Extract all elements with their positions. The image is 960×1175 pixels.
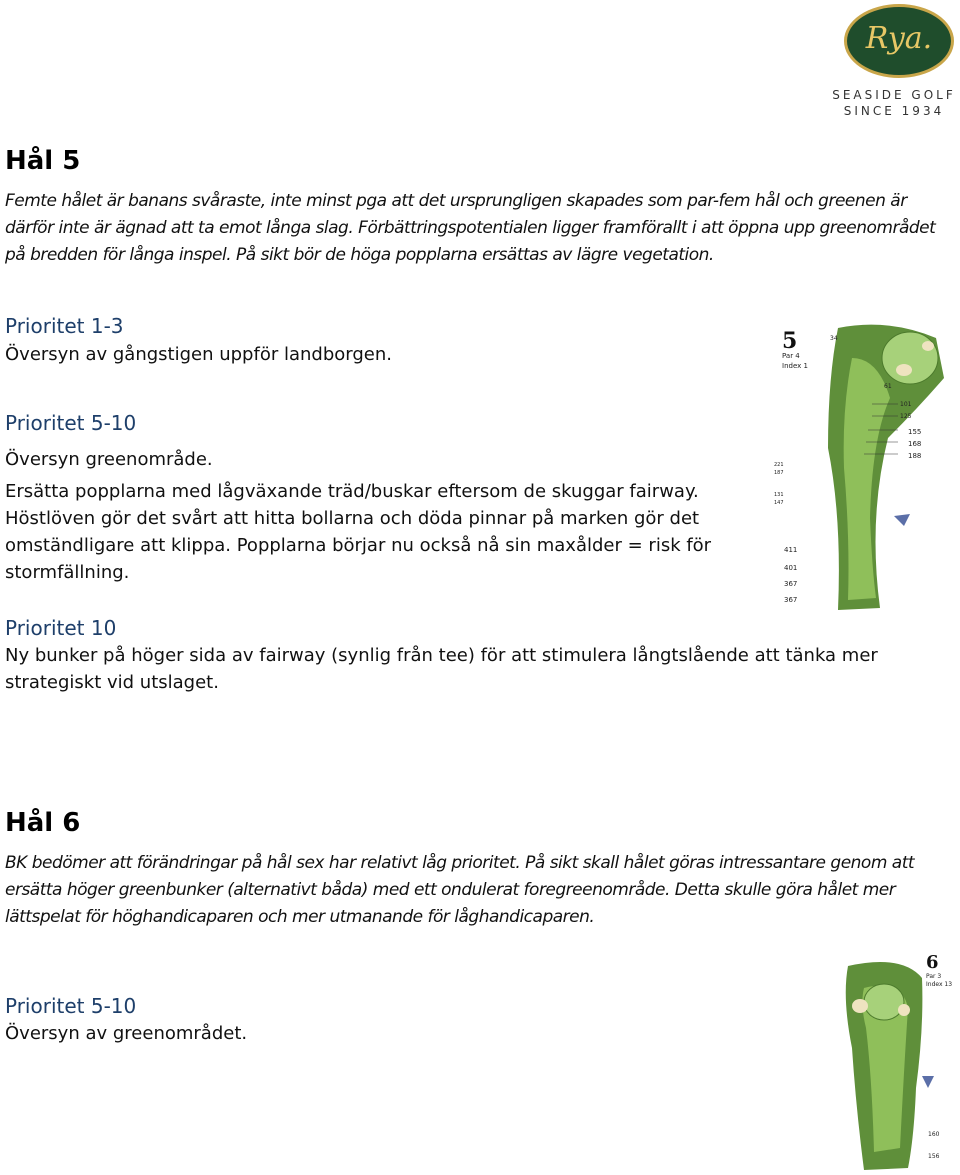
hole5-course-map — [768, 318, 948, 618]
hole6-course-map — [812, 948, 958, 1172]
logo-since: SINCE 1934 — [843, 104, 945, 118]
map5-tee-411: 411 — [784, 546, 798, 554]
map5-mark-147: 147 — [774, 500, 784, 506]
map5-par: Par 4 — [782, 352, 800, 360]
hole6-intro: BK bedömer att förändringar på hål sex har relativt låg prioritet. På sikt skall hålet göras intressantare genom att ersätta höger greenbunker (alternativt båda) med ett ondulerat foregreenområde. Detta skulle göra hålet mer lättspelat för höghandicaparen och mer utmanande för låghandicaparen. — [5, 853, 915, 927]
club-logo — [830, 2, 958, 120]
map5-tee-367b: 367 — [784, 596, 798, 604]
logo-emblem — [844, 4, 954, 78]
map5-mark-221: 221 — [774, 462, 784, 468]
map5-mark-61: 61 — [884, 383, 892, 390]
hole6-priority1-title: Prioritet 5-10 — [5, 994, 137, 1018]
hole5-priority2-text2: Ersätta popplarna med lågväxande träd/buskar eftersom de skuggar fairway. Höstlöven gör det svårt att hitta bollarna och döda pinnar på marken gör det omständligare att klippa. Popplarna börjar nu också nå sin maxålder = risk för stormfällning. — [5, 481, 712, 583]
hole5-priority1-title: Prioritet 1-3 — [5, 314, 124, 338]
map5-index: Index 1 — [782, 362, 808, 370]
hole5-priority2-text1: Översyn greenområde. — [5, 449, 213, 470]
map5-dist-188: 188 — [908, 452, 922, 460]
map5-dist-155: 155 — [908, 428, 922, 436]
hole6-heading: Hål 6 — [5, 808, 81, 838]
hole5-heading: Hål 5 — [5, 146, 81, 176]
hole6-priority1-text: Översyn av greenområdet. — [5, 1023, 248, 1044]
hole5-intro: Femte hålet är banans svåraste, inte minst pga att det ursprungligen skapades som par-fem hål och greenen är därför inte är ägnad att ta emot långa slag. Förbättringspotentialen ligger framförallt i att öppna upp greenområdet på bredden för långa inspel. På sikt bör de höga popplarna ersättas av lägre vegetation. — [5, 191, 936, 265]
logo-mark: Rya. — [865, 21, 933, 56]
hole5-priority1-text: Översyn av gångstigen uppför landborgen. — [5, 344, 392, 365]
map6-tee-160: 160 — [928, 1131, 940, 1138]
map6-hole-number: 6 — [926, 952, 939, 973]
hole5-priority3-text: Ny bunker på höger sida av fairway (synlig från tee) för att stimulera långtslående att tänka mer strategiskt vid utslaget. — [5, 645, 878, 693]
logo-tagline: SEASIDE GOLF — [832, 88, 956, 102]
map5-mark-34: 34 — [830, 335, 838, 342]
map6-tee-156: 156 — [928, 1153, 940, 1160]
map5-mark-187: 187 — [774, 470, 784, 476]
map6-index: Index 13 — [926, 981, 953, 988]
map5-dist-168: 168 — [908, 440, 922, 448]
map5-dist-101: 101 — [900, 401, 912, 408]
hole5-priority3-title: Prioritet 10 — [5, 616, 117, 640]
map5-hole-number: 5 — [782, 328, 798, 354]
map5-tee-367a: 367 — [784, 580, 798, 588]
map5-tee-401: 401 — [784, 564, 798, 572]
map6-par: Par 3 — [926, 973, 942, 980]
map5-mark-131: 131 — [774, 492, 784, 498]
map5-dist-125: 125 — [900, 413, 912, 420]
hole5-priority2-title: Prioritet 5-10 — [5, 411, 137, 435]
